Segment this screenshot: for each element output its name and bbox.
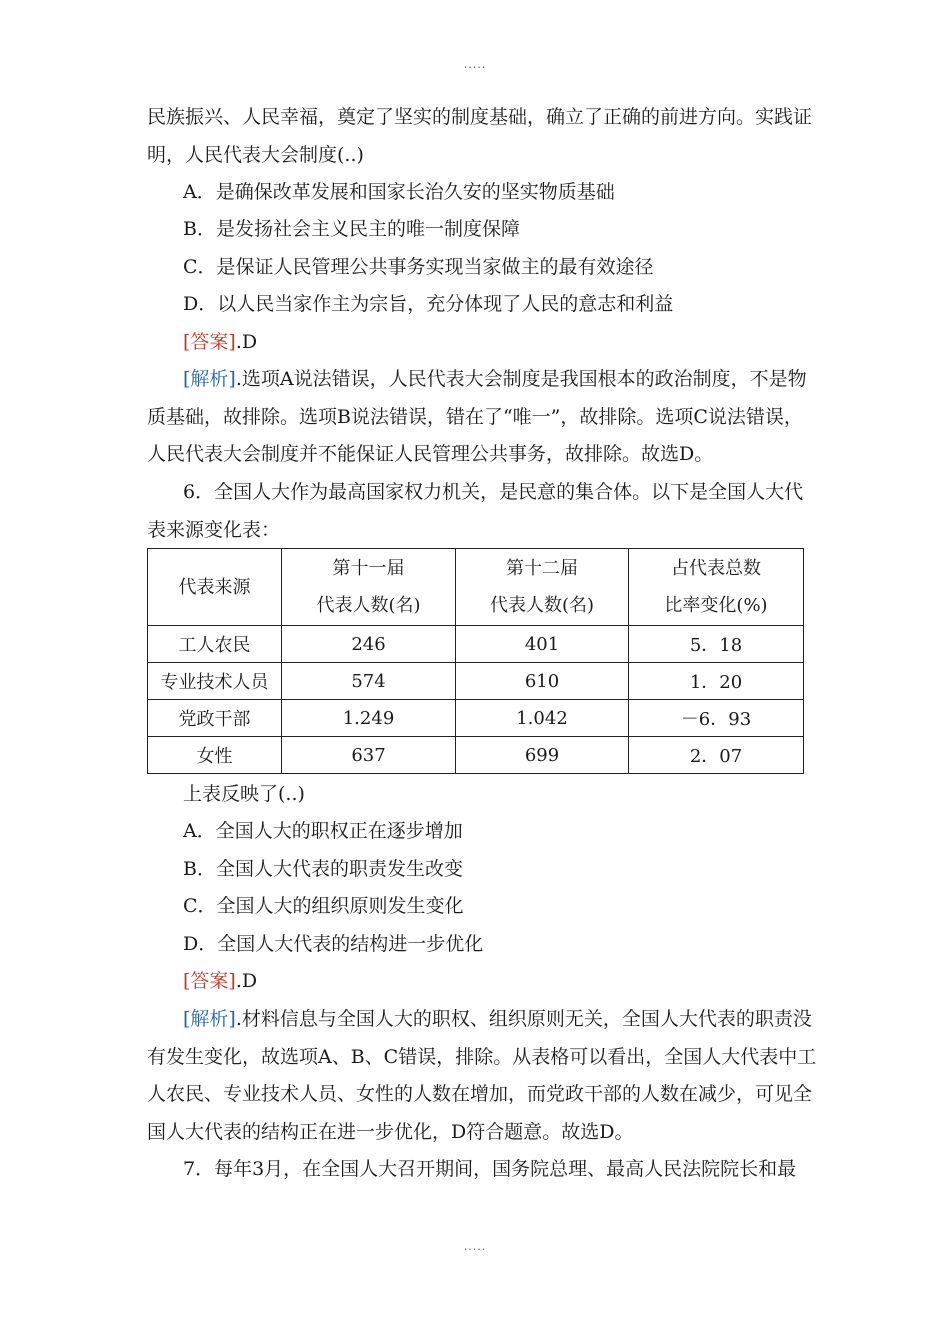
table-row (148, 737, 804, 774)
table-cell: 党政干部 (148, 700, 282, 737)
table-row (148, 626, 804, 663)
q5-option-c: C．是保证人民管理公共事务实现当家做主的最有效途径 (183, 256, 654, 278)
q6-stem: 6．全国人大作为最高国家权力机关，是民意的集合体。以下是全国人大代表来源变化表： (147, 481, 804, 541)
answer-text: .D (235, 331, 258, 353)
table-cell: 246 (282, 626, 456, 663)
footer-dots: ..... (463, 1240, 487, 1253)
table-cell: 574 (282, 663, 456, 700)
answer-label: [答案] (183, 331, 236, 353)
q6-option-d: D．全国人大代表的结构进一步优化 (183, 933, 484, 955)
q6-option-b: B．全国人大代表的职责发生改变 (183, 858, 463, 880)
table-cell: 5．18 (629, 626, 804, 663)
header-cell: 占代表总数 比率变化(%) (629, 549, 804, 626)
table-cell: 专业技术人员 (148, 663, 282, 700)
q6-answer (147, 963, 817, 1001)
analysis-text: .材料信息与全国人大的职权、组织原则无关，全国人大代表的职责没有发生变化，故选项A、B、C错误，排除。从表格可以看出，全国人大代表中工人农民、专业技术人员、女性的人数在增加，而党政干部的人数在减少，可见全国人大代表的结构正在进一步优化，D符合题意。故选D。 (147, 1008, 817, 1143)
table-cell: 1.249 (282, 700, 456, 737)
table-cell: 401 (456, 626, 629, 663)
table-cell: 1．20 (629, 663, 804, 700)
analysis-text: .选项A说法错误，人民代表大会制度是我国根本的政治制度，不是物质基础，故排除。选项B说法错误，错在了“唯一”，故排除。选项C说法错误，人民代表大会制度并不能保证人民管理公共事务，故排除。故选D。 (147, 368, 807, 465)
analysis-label: [解析] (183, 1008, 236, 1030)
q5-stem: 民族振兴、人民幸福，奠定了坚实的制度基础，确立了正确的前进方向。实践证明，人民代表大会制度(..) (147, 106, 813, 166)
answer-label: [答案] (183, 970, 236, 992)
table-row (148, 663, 804, 700)
header-cell: 第十一届 代表人数(名) (282, 549, 456, 626)
q6-question: 上表反映了(..) (183, 783, 305, 805)
q5-option-a: A．是确保改革发展和国家长治久安的坚实物质基础 (183, 181, 615, 203)
header-cell: 代表来源 (148, 549, 282, 626)
representative-source-table (147, 548, 804, 774)
header-cell: 第十二届 代表人数(名) (456, 549, 629, 626)
q5-answer (147, 324, 817, 362)
table-cell: 2．07 (629, 737, 804, 774)
table-row (148, 700, 804, 737)
analysis-label: [解析] (183, 368, 236, 390)
q6-option-c: C．全国人大的组织原则发生变化 (183, 895, 464, 917)
q6-option-a: A．全国人大的职权正在逐步增加 (183, 820, 463, 842)
table-header-row (148, 549, 804, 626)
answer-text: .D (235, 970, 258, 992)
q5-option-b: B．是发扬社会主义民主的唯一制度保障 (183, 218, 520, 240)
table-cell: 637 (282, 737, 456, 774)
table-cell: 女性 (148, 737, 282, 774)
table-cell: 1.042 (456, 700, 629, 737)
table-cell: －6．93 (629, 700, 804, 737)
q5-analysis (147, 361, 817, 474)
table-cell: 699 (456, 737, 629, 774)
q6-analysis (147, 1001, 817, 1151)
table-cell: 工人农民 (148, 626, 282, 663)
q7-stem: 7．每年3月，在全国人大召开期间，国务院总理、最高人民法院院长和最 (183, 1158, 797, 1180)
q5-option-d: D．以人民当家作主为宗旨，充分体现了人民的意志和利益 (183, 293, 674, 315)
table-cell: 610 (456, 663, 629, 700)
header-dots: ..... (463, 58, 487, 71)
